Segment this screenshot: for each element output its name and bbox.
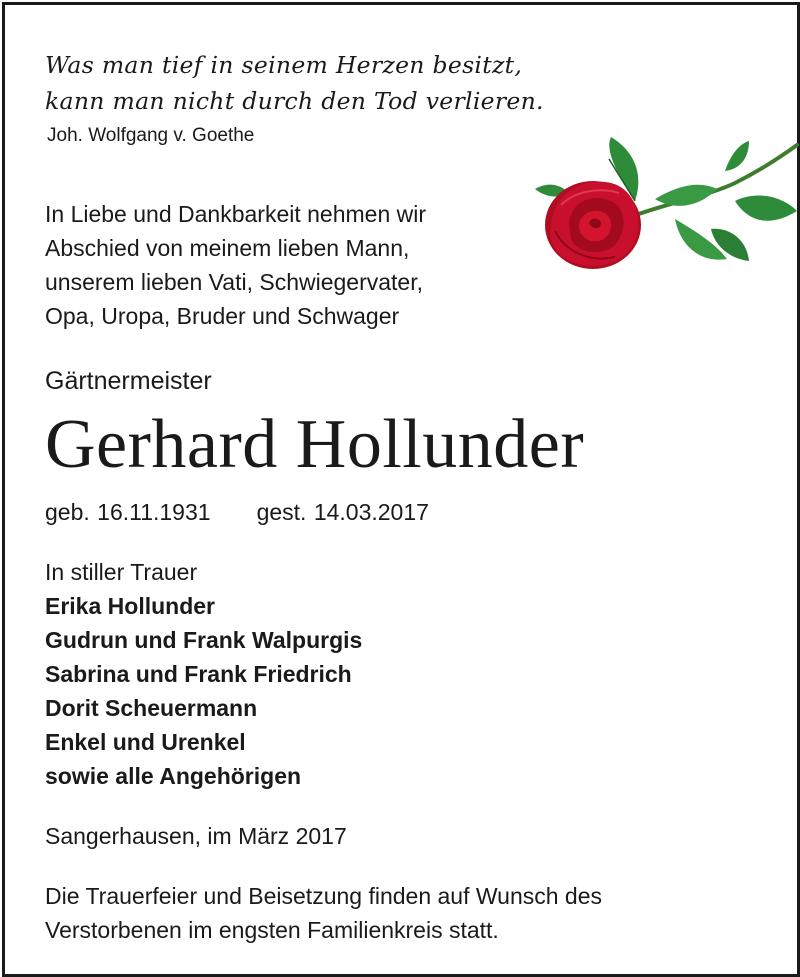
obituary-notice <box>2 2 800 977</box>
deceased-name: Gerhard Hollunder <box>45 406 585 483</box>
quote-author: Joh. Wolfgang v. Goethe <box>47 125 255 146</box>
funeral-note-line-2: Verstorbenen im engsten Familienkreis statt. <box>45 917 499 943</box>
mourner-name: Enkel und Urenkel <box>45 729 246 755</box>
birth-date: geb. 16.11.1931 <box>45 499 211 525</box>
life-dates <box>45 499 429 526</box>
quote-line-1: Was man tief in seinem Herzen besitzt, <box>45 51 523 79</box>
mourners-heading: In stiller Trauer <box>45 559 198 585</box>
place-and-date: Sangerhausen, im März 2017 <box>45 823 347 849</box>
mourner-name: Gudrun und Frank Walpurgis <box>45 627 363 653</box>
quote-line-2: kann man nicht durch den Tod verlieren. <box>45 87 544 115</box>
funeral-note-line-1: Die Trauerfeier und Beisetzung finden auf Wunsch des <box>45 883 603 909</box>
mourner-name: sowie alle Angehörigen <box>45 763 302 789</box>
mourner-name: Erika Hollunder <box>45 593 215 619</box>
intro-line-1: In Liebe und Dankbarkeit nehmen wir <box>45 201 427 227</box>
red-rose-icon <box>535 131 800 281</box>
mourner-name: Sabrina und Frank Friedrich <box>45 661 352 687</box>
intro-line-4: Opa, Uropa, Bruder und Schwager <box>45 303 400 329</box>
intro-line-2: Abschied von meinem lieben Mann, <box>45 235 410 261</box>
death-date: gest. 14.03.2017 <box>256 499 429 525</box>
mourner-name: Dorit Scheuermann <box>45 695 258 721</box>
intro-line-3: unserem lieben Vati, Schwiegervater, <box>45 269 423 295</box>
deceased-title: Gärtnermeister <box>45 367 212 395</box>
